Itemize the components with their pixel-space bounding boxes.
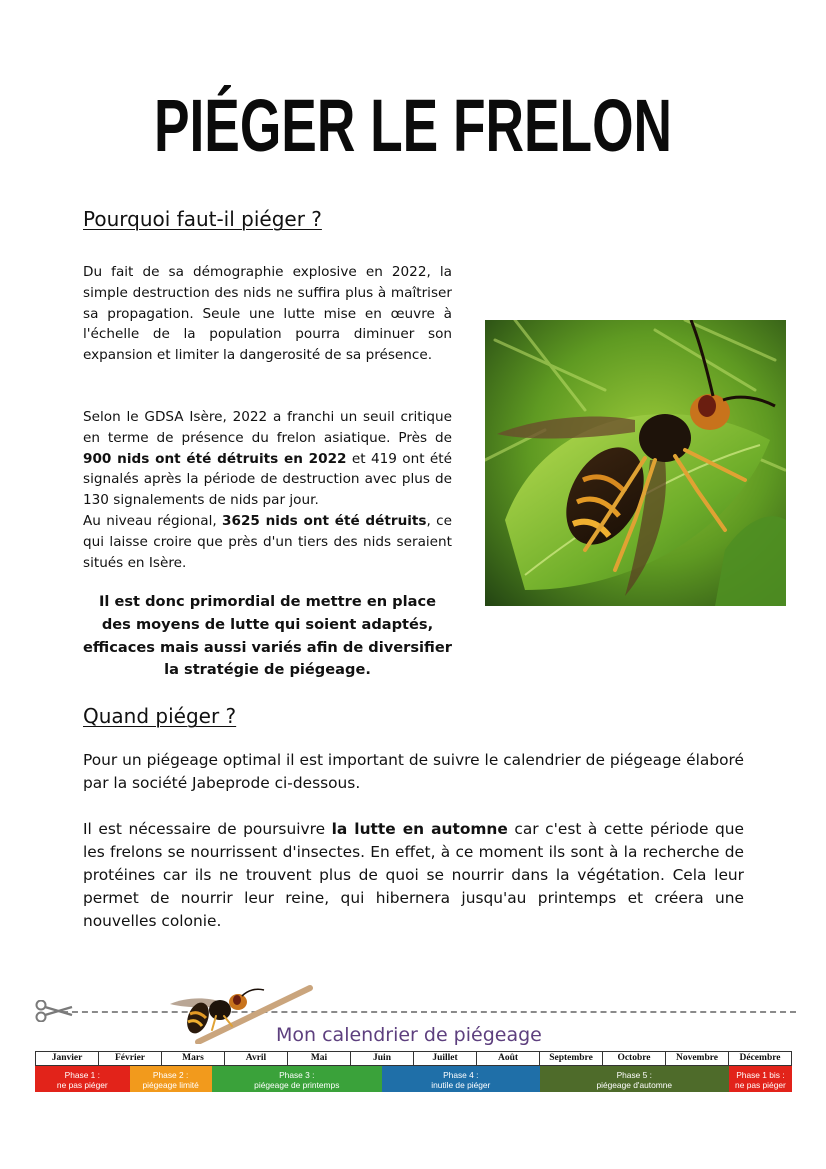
calendar-phase bbox=[729, 1066, 792, 1092]
calendar-month: Août bbox=[477, 1052, 540, 1065]
calendar-phase-label: ne pas piéger bbox=[56, 1079, 108, 1090]
calendar-phase-title: Phase 3 : bbox=[279, 1069, 315, 1080]
calendar-phase bbox=[540, 1066, 729, 1092]
callout-text: Il est donc primordial de mettre en place des moyens de lutte qui soient adaptés, efficaces mais aussi variés afin de diversifier la stratégie de piégeage. bbox=[83, 593, 452, 679]
calendar-month: Mars bbox=[162, 1052, 225, 1065]
calendar-month: Avril bbox=[225, 1052, 288, 1065]
calendar-month: Juin bbox=[351, 1052, 414, 1065]
paragraph-autumn-highlight: la lutte en automne bbox=[331, 820, 508, 838]
calendar-phase-title: Phase 1 : bbox=[64, 1069, 100, 1080]
paragraph-gdsa-highlight: 900 nids ont été détruits en 2022 bbox=[83, 450, 347, 467]
calendar-month: Décembre bbox=[739, 1053, 781, 1063]
scissors-icon bbox=[34, 1000, 74, 1022]
paragraph-gdsa bbox=[83, 407, 452, 573]
paragraph-regional-highlight: 3625 nids ont été détruits bbox=[222, 512, 427, 529]
calendar-month: Octobre bbox=[603, 1052, 666, 1065]
paragraph-autumn-text-a: Il est nécessaire de poursuivre bbox=[83, 820, 332, 838]
calendar-phases-row bbox=[35, 1066, 792, 1092]
calendar-months-row bbox=[35, 1051, 792, 1066]
calendar-phase-label: piégeage limité bbox=[142, 1079, 199, 1090]
calendar-month: Février bbox=[99, 1052, 162, 1065]
calendar-month: Novembre bbox=[666, 1052, 729, 1065]
paragraph-regional-text-a: Au niveau régional, bbox=[83, 512, 223, 529]
hornet-photo bbox=[485, 320, 786, 606]
paragraph-gdsa-text-a: Selon le GDSA Isère, 2022 a franchi un seuil critique en terme de présence du frelon asiatique. Près de bbox=[83, 409, 452, 446]
calendar-phase-title: Phase 4 : bbox=[443, 1069, 479, 1080]
calendar-title: Mon calendrier de piégeage bbox=[276, 1024, 542, 1046]
section-heading-when: Quand piéger ? bbox=[83, 704, 237, 728]
paragraph-gdsa-text-c: et 419 ont été signalés après la période de destruction avec plus de 130 signalements de nids par jour. bbox=[83, 450, 452, 509]
calendar-phase-label: ne pas piéger bbox=[735, 1079, 786, 1090]
calendar-phase bbox=[35, 1066, 130, 1092]
section-heading-why: Pourquoi faut-il piéger ? bbox=[83, 207, 322, 231]
calendar-month: Septembre bbox=[540, 1052, 603, 1065]
calendar-phase-label: piégeage de printemps bbox=[254, 1079, 340, 1090]
paragraph-autumn bbox=[83, 818, 744, 933]
paragraph-demographics: Du fait de sa démographie explosive en 2022, la simple destruction des nids ne suffira plus à maîtriser sa propagation. Seule une lutte mise en œuvre à l'échelle de la population pourra diminuer son expansion et limiter la dangerosité de sa présence. bbox=[83, 264, 452, 364]
calendar-month: Mai bbox=[288, 1052, 351, 1065]
calendar-phase-title: Phase 5 : bbox=[616, 1069, 652, 1080]
calendar-month: Janvier bbox=[36, 1052, 99, 1065]
paragraph-regional-text-c: , ce qui laisse croire que près d'un tiers des nids seraient situés en Isère. bbox=[83, 512, 452, 571]
calendar-phase-title: Phase 1 bis : bbox=[736, 1069, 785, 1080]
paragraph-autumn-text-c: car c'est à cette période que les frelons se nourrissent d'insectes. En effet, à ce moment ils sont à la recherche de protéines car ils ne trouvent plus de quoi se nourrir dans la végétation. Cela leur permet de nourrir leur reine, qui hibernera jusqu'au printemps et créera une nouvelles colonie. bbox=[83, 820, 744, 930]
calendar-phase-label: piégeage d'automne bbox=[596, 1079, 673, 1090]
paragraph-calendar-intro: Pour un piégeage optimal il est important de suivre le calendrier de piégeage élaboré par la société Jabeprode ci-dessous. bbox=[83, 751, 744, 792]
calendar-phase bbox=[382, 1066, 540, 1092]
calendar-phase-title: Phase 2 : bbox=[152, 1069, 189, 1080]
page-title: PIÉGER LE FRELON bbox=[153, 84, 673, 167]
calendar-phase-label: inutile de piéger bbox=[431, 1079, 491, 1090]
calendar-phase bbox=[212, 1066, 382, 1092]
calendar-phase bbox=[130, 1066, 212, 1092]
calendar-month: Juillet bbox=[414, 1052, 477, 1065]
